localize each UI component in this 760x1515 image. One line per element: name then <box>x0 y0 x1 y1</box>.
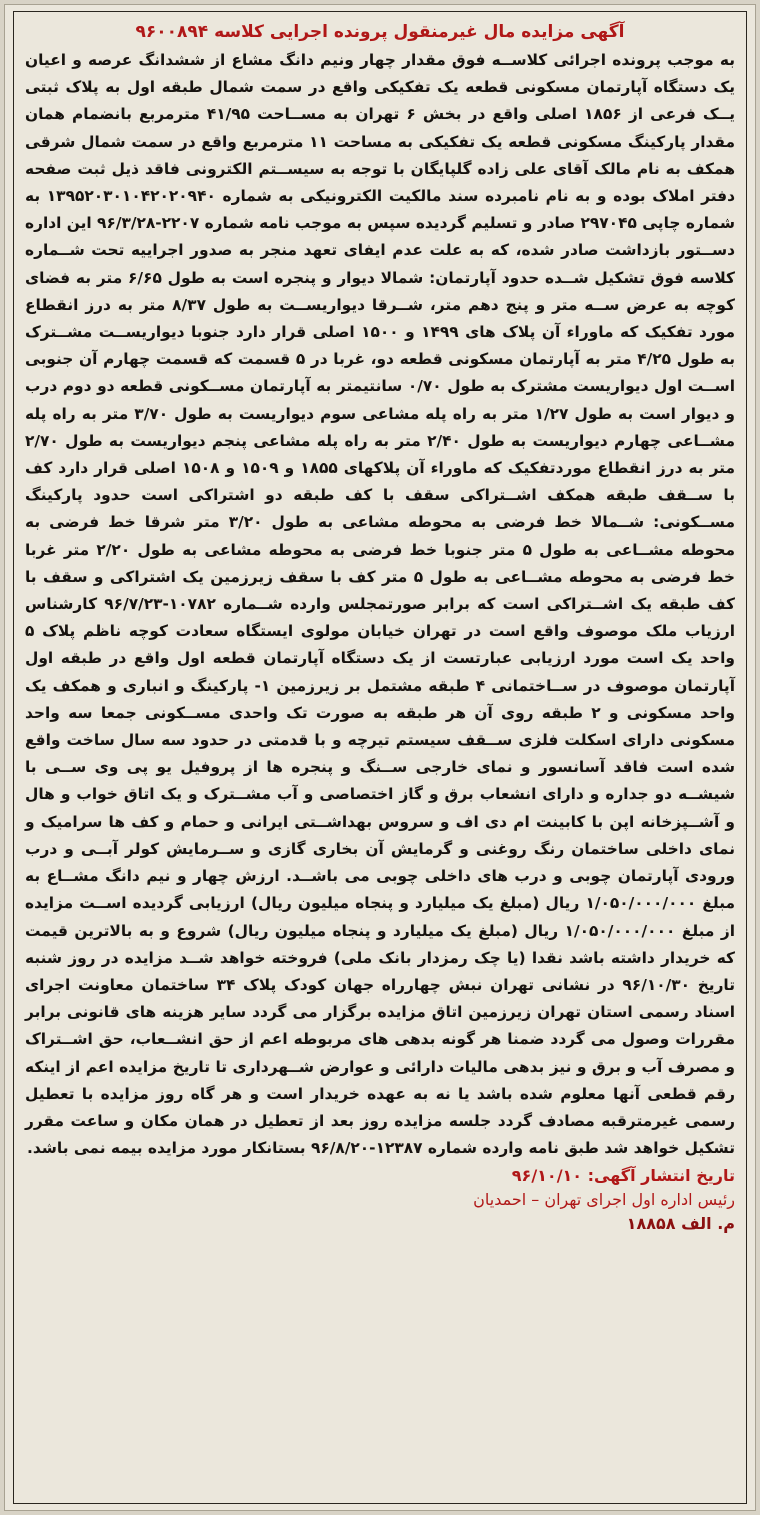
notice-footer <box>25 1164 735 1236</box>
signatory: رئیس اداره اول اجرای تهران – احمدیان <box>473 1190 735 1210</box>
notice-body: به موجب پرونده اجرائی کلاســه فوق مقدار چهار ونیم دانگ مشاع از ششدانگ عرصه و اعیان یک دستگاه آپارتمان مسکونی قطعه یک تفکیکی واقع در سمت شمال طبقه اول به پلاک ثبتی یــک فرعی از ۱۸۵۶ اصلی واقع در بخش ۶ تهران به مســاحت ۴۱/۹۵ مترمربع بانضمام همان مقدار پارکینگ مسکونی قطعه یک تفکیکی به مساحت ۱۱ مترمربع واقع در سمت شمال شرقی همکف به نام مالک آقای علی زاده گلپایگان با توجه به سیســتم الکترونی فاقد ذیل ثبت صفحه دفتر املاک بوده و به نام نامبرده سند مالکیت الکترونیکی به شماره ۱۳۹۵۲۰۳۰۱۰۴۲۰۲۰۹۴۰ به شماره چاپی ۲۹۷۰۴۵ صادر و تسلیم گردیده سپس به موجب نامه شماره ۲۲۰۷-۹۶/۳/۲۸ این اداره دســتور بازداشت صادر شده، که به علت عدم ایفای تعهد منجر به صدور اجراییه تحت شــماره کلاسه فوق تشکیل شــده حدود آپارتمان: شمالا دیوار و پنجره است به طول ۶/۶۵ متر به فضای کوچه به عرض ســه متر و پنج دهم متر، شــرقا دیواریســت به طول ۸/۳۷ متر به درز انقطاع مورد تفکیک که ماوراء آن پلاک های ۱۴۹۹ و ۱۵۰۰ اصلی قرار دارد جنوبا دیواریســت مشــترک به طول ۴/۲۵ متر به آپارتمان مسکونی قطعه دو، غربا در ۵ قسمت که قسمت چهارم آن جنوبی اســت اول دیواریست مشترک به طول ۰/۷۰ سانتیمتر به آپارتمان مســکونی قطعه دو دوم درب و دیوار است به طول ۱/۲۷ متر به راه پله مشاعی سوم دیواریست به طول ۳/۷۰ متر به راه پله مشــاعی چهارم دیواریست به طول ۲/۴۰ متر به راه پله مشاعی پنجم دیواریست به طول ۲/۷۰ متر به درز انقطاع موردتفکیک که ماوراء آن پلاکهای ۱۸۵۵ و ۱۵۰۹ و ۱۵۰۸ اصلی قرار دارد کف با ســقف طبقه همکف اشــتراکی سقف با کف طبقه دو اشتراکی است حدود پارکینگ مســکونی: شــمالا خط فرضی به محوطه مشاعی به طول ۳/۲۰ متر شرقا خط فرضی به محوطه مشــاعی به طول ۵ متر جنوبا خط فرضی به محوطه مشاعی به طول ۲/۲۰ متر غربا خط فرضی به محوطه مشــاعی به طول ۵ متر کف با سقف زیرزمین یک اشتراکی و سقف با کف طبقه یک اشــتراکی است که برابر صورتمجلس وارده شــماره ۱۰۷۸۲-۹۶/۷/۲۳ کارشناس ارزیاب ملک موصوف واقع است در تهران خیابان مولوی ایستگاه سعادت کوچه ناظم پلاک ۵ واحد یک است مورد ارزیابی عبارتست از یک دستگاه آپارتمان قطعه اول واقع در طبقه اول آپارتمان موصوف در ســاختمانی ۴ طبقه مشتمل بر زیرزمین ۱- پارکینگ و انباری و همکف یک واحد مسکونی و ۲ طبقه روی آن هر طبقه به صورت تک واحدی مســکونی جمعا سه واحد مسکونی دارای اسکلت فلزی ســقف سیستم تیرچه و با قدمتی در حدود سه سال ساخت واقع شده است فاقد آسانسور و نمای خارجی ســنگ و پنجره ها از پروفیل یو پی وی ســی با شیشــه دو جداره و دارای انشعاب برق و گاز اختصاصی و آب مشــترک و یک اتاق خواب و هال و آشــپزخانه اپن با کابینت ام دی اف و سروس بهداشــتی ایرانی و حمام و کف ها سرامیک و نمای داخلی ساختمان رنگ روغنی و گرمایش آن بخاری گازی و ســرمایش کولر آبــی و درب ورودی آپارتمان چوبی و درب های داخلی چوبی می باشــد. ارزش چهار و نیم دانگ مشــاع به مبلغ ۱/۰۵۰/۰۰۰/۰۰۰ ریال (مبلغ یک میلیارد و پنجاه میلیون ریال) ارزیابی گردیده اســت مزایده از مبلغ ۱/۰۵۰/۰۰۰/۰۰۰ ریال (مبلغ یک میلیارد و پنجاه میلیون ریال) شروع و به بالاترین قیمت که خریدار داشته باشد نقدا (یا چک رمزدار بانک ملی) فروخته خواهد شــد مزایده در روز شنبه تاریخ ۹۶/۱۰/۳۰ در نشانی تهران نبش چهارراه جهان کودک پلاک ۳۴ ساختمان معاونت اجرای اسناد رسمی استان تهران زیرزمین اتاق مزایده برگزار می گردد سایر هزینه های قانونی برابر مقررات وصول می گردد ضمنا هر گونه بدهی های مربوطه اعم از حق انشــعاب، حق اشــتراک و مصرف آب و برق و نیز بدهی مالیات دارائی و عوارض شــهرداری تا تاریخ مزایده اعم از اینکه رقم قطعی آنها معلوم شده باشد یا نه به عهده خریدار است و هر گاه روز مزایده با تعطیل رسمی غیرمترقبه مصادف گردد جلسه مزایده روز بعد از تعطیل در همان مکان و ساعت مقرر تشکیل خواهد شد طبق نامه وارده شماره ۱۲۳۸۷-۹۶/۸/۲۰ بستانکار مورد مزایده بیمه نمی باشد. <box>25 51 736 1158</box>
publication-date: تاریخ انتشار آگهی: ۹۶/۱۰/۱۰ <box>511 1166 735 1186</box>
newspaper-clipping <box>4 4 756 1511</box>
notice-code: م. الف ۱۸۸۵۸ <box>626 1214 735 1234</box>
auction-notice <box>25 21 735 1236</box>
notice-title: آگهی مزایده مال غیرمنقول پرونده اجرایی کلاسه ۹۶۰۰۸۹۴ <box>135 22 625 42</box>
